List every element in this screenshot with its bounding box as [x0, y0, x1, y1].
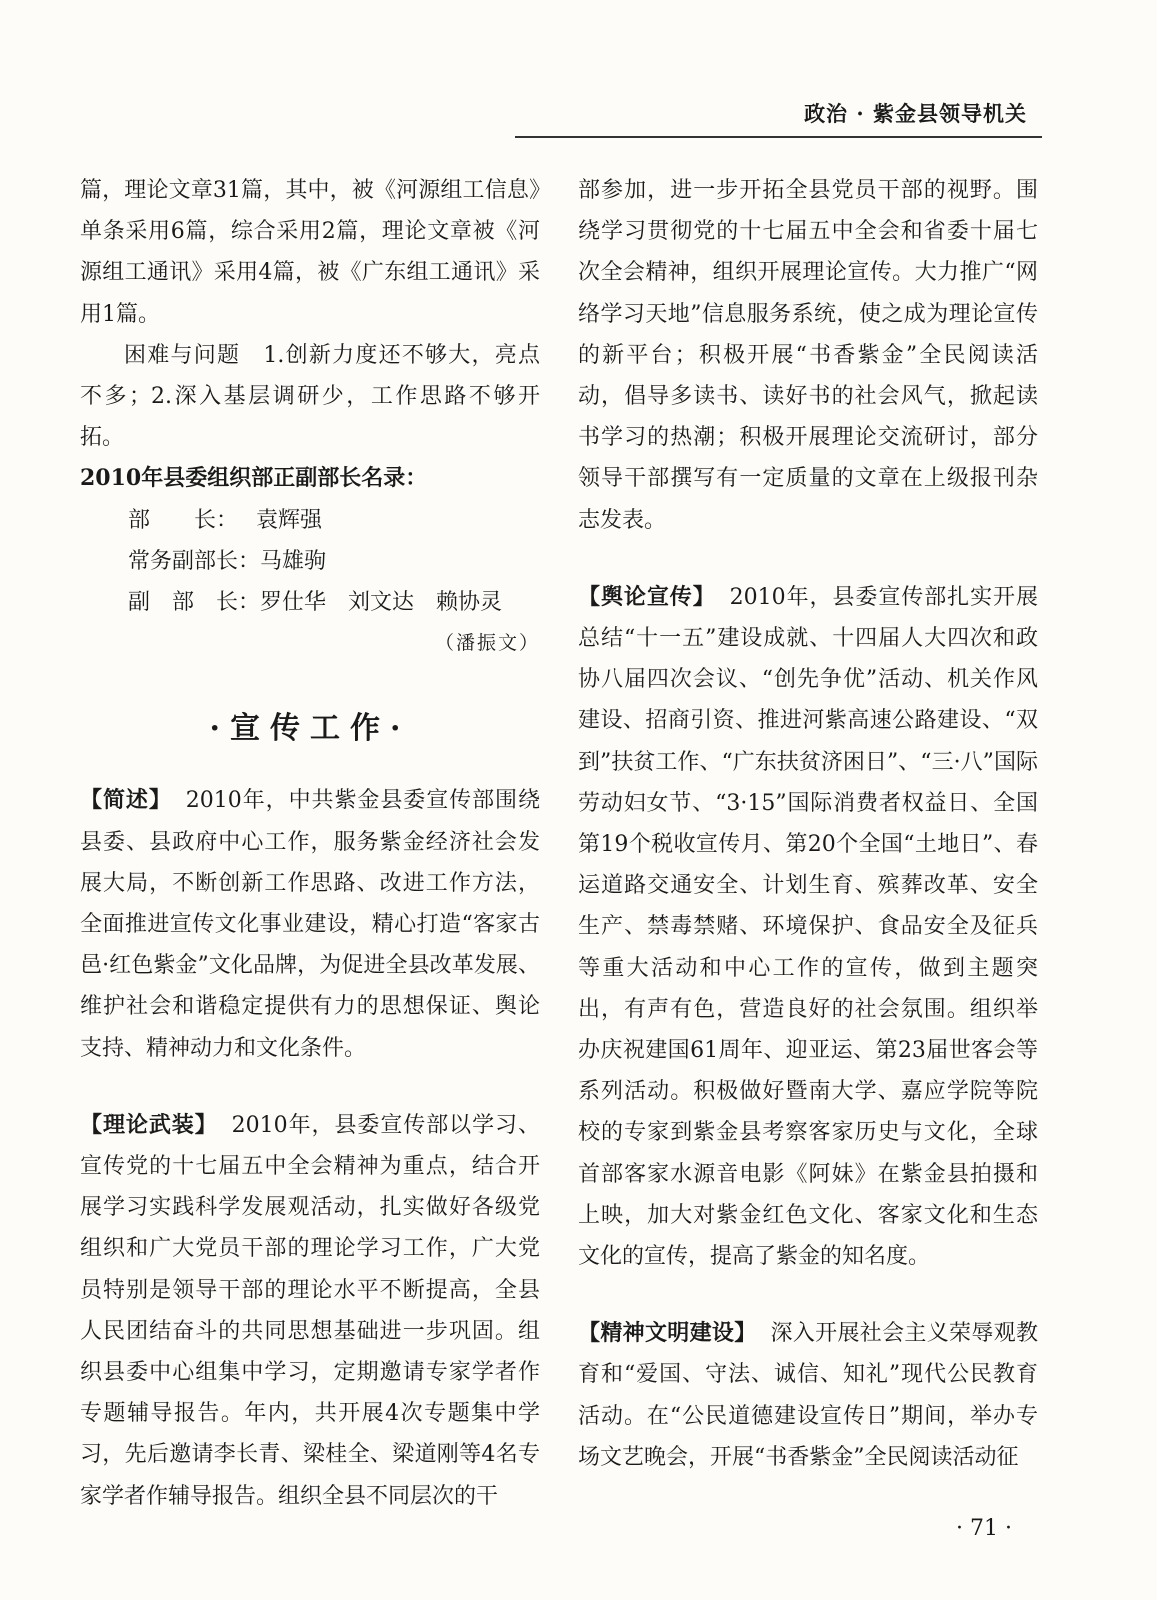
page-number: · 71 · [956, 1516, 1012, 1541]
summary-text: 2010年，中共紫金县委宣传部围绕县委、县政府中心工作，服务紫金经济社会发展大局，不断创新工作思路、改进工作方法，全面推进宣传文化事业建设，精心打造“客家古邑·红色紫金”文化品牌，为促进全县改革发展、维护社会和谐稳定提供有力的思想保证、舆论支持、精神动力和文化条件。 [80, 788, 540, 1061]
roster-list [80, 500, 540, 624]
spirit-text: 深入开展社会主义荣辱观教育和“爱国、守法、诚信、知礼”现代公民教育活动。在“公民道德建设宣传日”期间，举办专场文艺晚会，开展“书香紫金”全民阅读活动征 [578, 1321, 1038, 1470]
roster-role: 常务副部长： [128, 548, 261, 574]
paragraph-gap [578, 1277, 1038, 1313]
opinion-text: 2010年，县委宣传部扎实开展总结“十一五”建设成就、十四届人大四次和政协八届四次会议、“创先争优”活动、机关作风建设、招商引资、推进河紫高速公路建设、“双到”扶贫工作、“广东扶贫济困日”、“三·八”国际劳动妇女节、“3·15”国际消费者权益日、全国第19个税收宣传月、第20个全国“土地日”、春运道路交通安全、计划生育、殡葬改革、安全生产、禁毒禁赌、环境保护、食品安全及征兵等重大活动和中心工作的宣传，做到主题突出，有声有色，营造良好的社会氛围。组织举办庆祝建国61周年、迎亚运、第23届世客会等系列活动。积极做好暨南大学、嘉应学院等院校的专家到紫金县考察客家历史与文化，全球首部客家水源音电影《阿妹》在紫金县拍摄和上映，加大对紫金红色文化、客家文化和生态文化的宣传，提高了紫金的知名度。 [578, 584, 1038, 1270]
theory-tag: 【理论武装】 [80, 1111, 218, 1138]
roster-role: 副 部 长： [128, 590, 261, 616]
paragraph-gap [578, 541, 1038, 577]
header-rule [515, 136, 1042, 138]
opinion-tag: 【舆论宣传】 [578, 583, 716, 610]
paragraph-theory [80, 1105, 540, 1517]
running-header-title: 政治 · 紫金县领导机关 [804, 101, 1027, 126]
paragraph-difficulties: 困难与问题 1.创新力度还不够大，亮点不多；2.深入基层调研少，工作思路不够开拓。 [80, 342, 540, 451]
theory-text: 2010年，县委宣传部以学习、宣传党的十七届五中全会精神为重点，结合开展学习实践科学发展观活动，扎实做好各级党组织和广大党员干部的理论学习工作，广大党员特别是领导干部的理论水平不断提高，全县人民团结奋斗的共同思想基础进一步巩固。组织县委中心组集中学习，定期邀请专家学者作专题辅导报告。年内，共开展4次专题集中学习，先后邀请李长青、梁桂全、梁道刚等4名专家学者作辅导报告。组织全县不同层次的干 [80, 1112, 540, 1509]
roster-row [128, 582, 540, 623]
paragraph-spirit [578, 1313, 1038, 1478]
roster-names: 马雄驹 [260, 548, 327, 574]
paragraph-summary [80, 780, 540, 1068]
roster-row [128, 541, 540, 582]
spirit-tag: 【精神文明建设】 [578, 1320, 757, 1347]
author-signature: （潘振文） [434, 632, 540, 655]
right-column [578, 170, 1038, 1478]
summary-tag: 【简述】 [80, 787, 172, 814]
section-title: ·宣传工作· [209, 711, 411, 747]
paragraph-theory-continued: 部参加，进一步开拓全县党员干部的视野。围绕学习贯彻党的十七届五中全会和省委十届七次全会精神，组织开展理论宣传。大力推广“网络学习天地”信息服务系统，使之成为理论宣传的新平台；积极开展“书香紫金”全民阅读活动，倡导多读书、读好书的社会风气，掀起读书学习的热潮；积极开展理论交流研讨，部分领导干部撰写有一定质量的文章在上级报刊杂志发表。 [578, 178, 1038, 533]
roster-role: 部 长： [128, 507, 239, 533]
roster-heading: 2010年县委组织部正副部长名录： [80, 465, 428, 492]
paragraph-gap [80, 1069, 540, 1105]
roster-names: 罗仕华 刘文达 赖协灵 [260, 590, 503, 616]
left-column [80, 170, 540, 1517]
roster-names: 袁辉强 [256, 507, 323, 533]
roster-row [128, 500, 540, 541]
paragraph-continued: 篇，理论文章31篇，其中，被《河源组工信息》单条采用6篇，综合采用2篇，理论文章被《河源组工通讯》采用4篇，被《广东组工通讯》采用1篇。 [80, 178, 540, 327]
paragraph-opinion [578, 577, 1038, 1277]
